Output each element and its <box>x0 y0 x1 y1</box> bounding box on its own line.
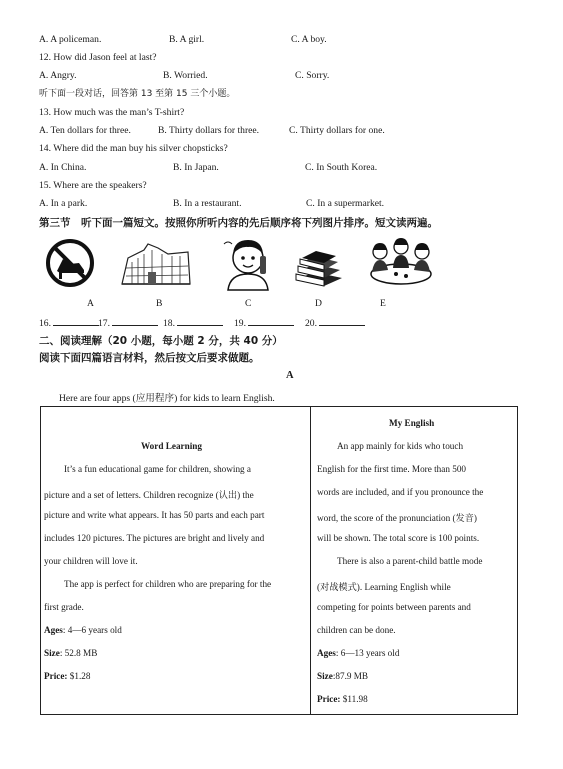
q11-option-a: A. A policeman. <box>39 34 102 45</box>
building-picture <box>118 234 194 292</box>
ages-value: : 6—13 years old <box>335 648 400 658</box>
answer-number-16: 16. <box>39 318 51 329</box>
intro-text: Here are four apps (应用程序) for kids to learn English. <box>59 393 275 404</box>
table-divider <box>310 406 311 715</box>
app-title: My English <box>389 418 435 428</box>
q11-option-c: C. A boy. <box>291 34 327 45</box>
q12-option-b: B. Worried. <box>163 70 208 81</box>
picture-label-e: E <box>380 298 386 309</box>
app-line: It’s a fun educational game for children, showing a <box>64 464 252 474</box>
blank-line <box>53 316 99 326</box>
blank-line <box>112 316 158 326</box>
answer-number-18: 18. <box>163 318 175 329</box>
app-size <box>317 671 368 681</box>
q14-option-a: A. In China. <box>39 162 87 173</box>
q11-option-b: B. A girl. <box>169 34 205 45</box>
q12-text: 12. How did Jason feel at last? <box>39 52 157 63</box>
passage-letter: A <box>286 370 294 381</box>
app-line: An app mainly for kids who touch <box>337 441 464 451</box>
ages-label: Ages <box>44 625 63 635</box>
q12-option-a: A. Angry. <box>39 70 77 81</box>
app-line: children can be done. <box>317 625 396 635</box>
price-label: Price: <box>317 694 341 704</box>
size-label: Size <box>44 648 60 658</box>
app-line: (对战模式). Learning English while <box>317 582 451 592</box>
price-label: Price: <box>44 671 68 681</box>
app-line: competing for points between parents and <box>317 602 471 612</box>
size-value: : 52.8 MB <box>59 648 98 658</box>
picture-label-a: A <box>87 298 94 309</box>
size-label: Size <box>317 671 333 681</box>
q12-option-c: C. Sorry. <box>295 70 330 81</box>
q15-option-c: C. In a supermarket. <box>306 198 385 209</box>
picture-label-d: D <box>315 298 322 309</box>
app-line: words are included, and if you pronounce the <box>317 487 484 497</box>
answer-blank-17[interactable] <box>98 316 158 329</box>
price-value: $1.28 <box>67 671 91 681</box>
q14-text: 14. Where did the man buy his silver chopsticks? <box>39 143 228 154</box>
q15-option-b: B. In a restaurant. <box>173 198 242 209</box>
q15-text: 15. Where are the speakers? <box>39 180 147 191</box>
app-line: English for the first time. More than 500 <box>317 464 467 474</box>
app-line: picture and write what appears. It has 50 parts and each part <box>44 510 265 520</box>
answer-blank-18[interactable] <box>163 316 223 329</box>
ages-label: Ages <box>317 648 336 658</box>
part2-title: 二、阅读理解（20 小题，每小题 2 分，共 40 分） <box>39 335 283 347</box>
app-line: first grade. <box>44 602 84 612</box>
app-title: Word Learning <box>141 441 203 451</box>
answer-blank-20[interactable] <box>305 316 365 329</box>
size-value: :87.9 MB <box>332 671 369 681</box>
app-line: your children will love it. <box>44 556 138 566</box>
q13-text: 13. How much was the man’s T-shirt? <box>39 107 185 118</box>
price-value: $11.98 <box>340 694 368 704</box>
stack-of-books-picture <box>290 234 346 292</box>
answer-number-19: 19. <box>234 318 246 329</box>
listen-instruction-text: 听下面一段对话，回答第 13 至第 15 三个小题。 <box>39 89 236 99</box>
app-ages <box>317 648 399 658</box>
app-line: There is also a parent-child battle mode <box>337 556 483 566</box>
boy-on-phone-picture <box>220 234 276 292</box>
part2-instruction: 阅读下面四篇语言材料，然后按文后要求做题。 <box>39 352 260 364</box>
picture-label-c: C <box>245 298 252 309</box>
blank-line <box>319 316 365 326</box>
ages-value: : 4—6 years old <box>62 625 122 635</box>
answer-blank-19[interactable] <box>234 316 294 329</box>
q13-option-a: A. Ten dollars for three. <box>39 125 131 136</box>
blank-line <box>177 316 223 326</box>
answer-number-20: 20. <box>305 318 317 329</box>
blank-line <box>248 316 294 326</box>
app-line: includes 120 pictures. The pictures are bright and lively and <box>44 533 265 543</box>
app-line: picture and a set of letters. Children recognize (认出) the <box>44 490 254 500</box>
q14-option-b: B. In Japan. <box>173 162 219 173</box>
app-line: will be shown. The total score is 100 points. <box>317 533 480 543</box>
q15-option-a: A. In a park. <box>39 198 88 209</box>
answer-blank-16[interactable] <box>39 316 99 329</box>
app-price <box>317 694 368 704</box>
answer-number-17: 17. <box>98 318 110 329</box>
app-line: The app is perfect for children who are preparing for the <box>64 579 272 589</box>
app-line: word, the score of the pronunciation (发音) <box>317 513 477 523</box>
no-high-heels-picture <box>44 234 96 292</box>
q14-option-c: C. In South Korea. <box>305 162 378 173</box>
kids-at-table-picture <box>366 234 436 292</box>
app-size <box>44 648 97 658</box>
q13-option-b: B. Thirty dollars for three. <box>158 125 260 136</box>
app-price <box>44 671 90 681</box>
section3-title: 第三节 听下面一篇短文。按照你所听内容的先后顺序将下列图片排序。短文读两遍。 <box>39 217 438 229</box>
q13-option-c: C. Thirty dollars for one. <box>289 125 385 136</box>
picture-label-b: B <box>156 298 163 309</box>
app-ages <box>44 625 122 635</box>
